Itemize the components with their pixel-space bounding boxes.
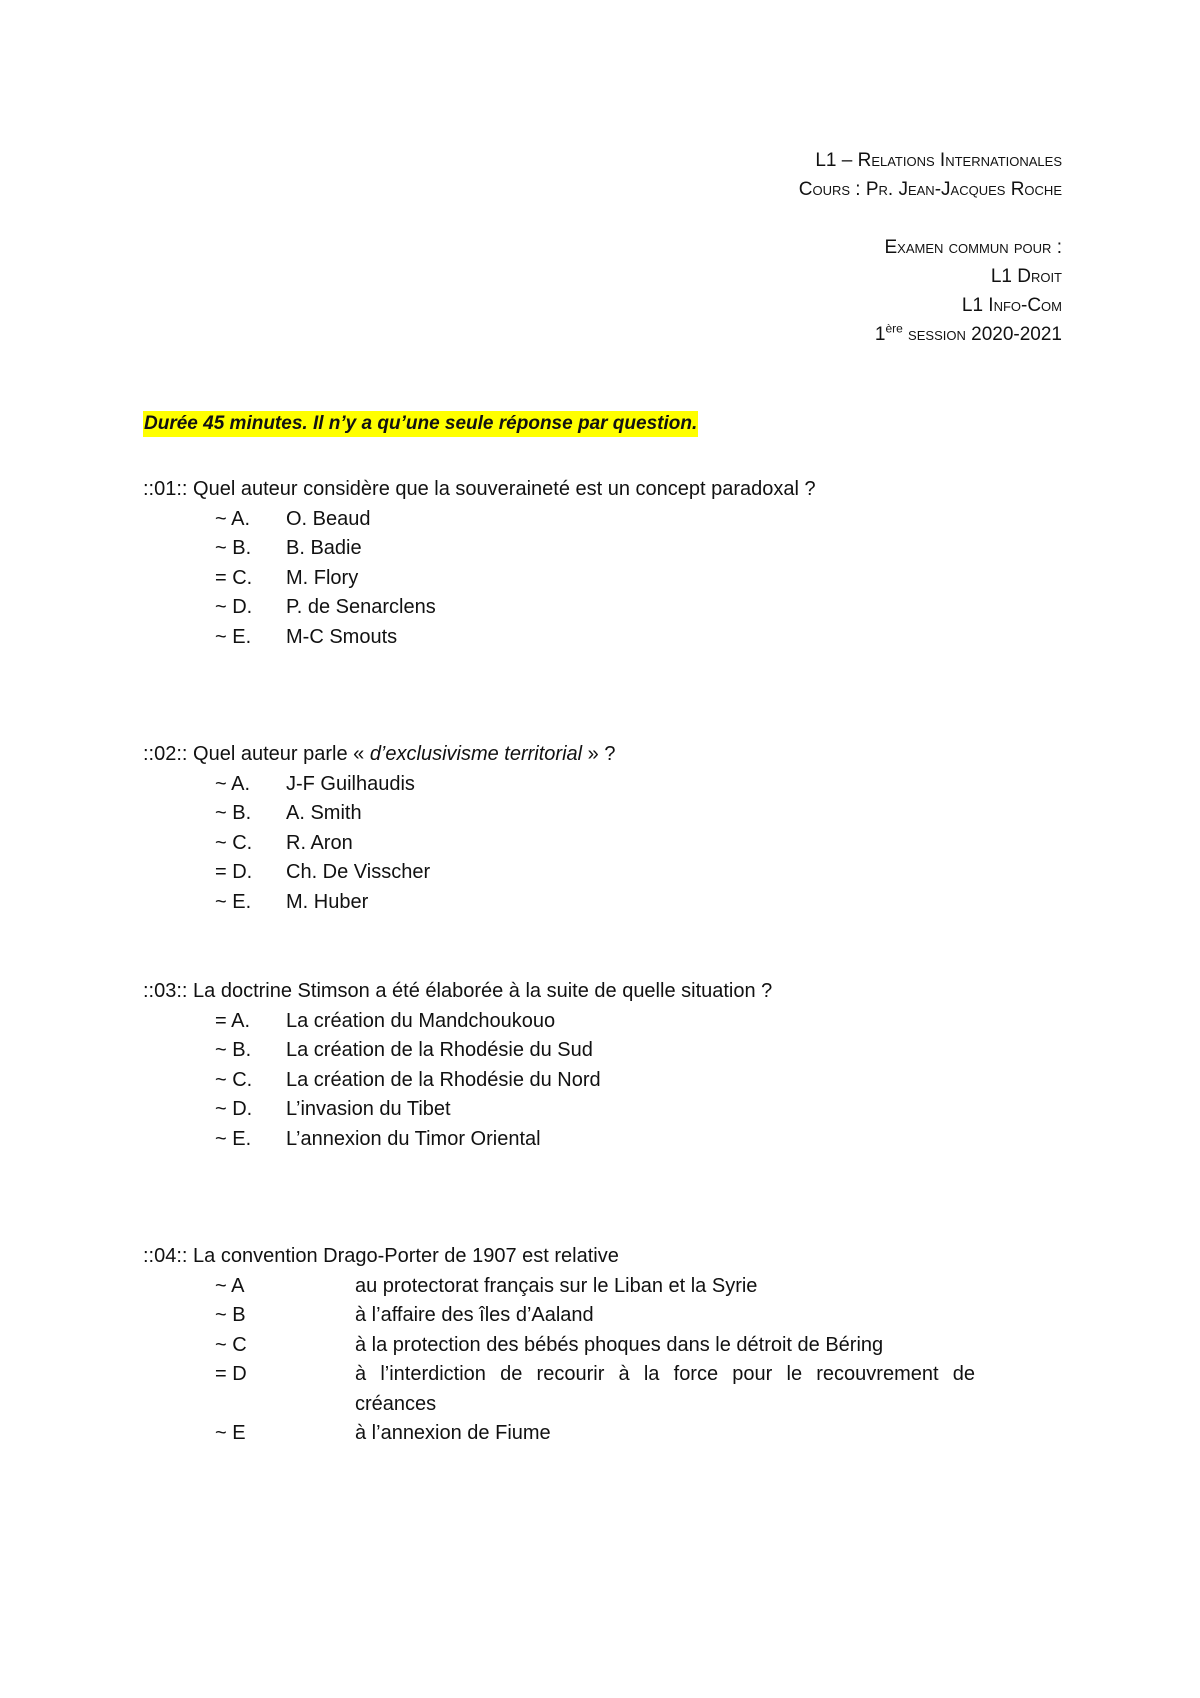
question-title: ::04:: La convention Drago-Porter de 1907 est relative xyxy=(143,1245,619,1267)
option-marker: ~ C. xyxy=(215,831,253,854)
option-marker: ~ B. xyxy=(215,537,252,559)
option-text: à l’affaire des îles d’Aaland xyxy=(355,1304,594,1326)
option-marker: ~ D. xyxy=(215,1098,253,1120)
header-spacer xyxy=(462,204,1062,233)
question-title: ::03:: La doctrine Stimson a été élaborée à la suite de quelle situation ? xyxy=(143,980,773,1002)
option-text: B. Badie xyxy=(286,537,362,559)
session-number: 1 xyxy=(874,324,886,345)
answer-option xyxy=(143,1036,772,1066)
track-droit: L1 Droit xyxy=(990,266,1062,287)
option-marker: = A. xyxy=(215,1009,251,1032)
answer-option xyxy=(143,1066,772,1096)
option-marker: ~ B xyxy=(215,1304,246,1326)
option-marker: ~ C. xyxy=(215,1068,253,1091)
answer-option xyxy=(143,1331,884,1361)
option-text: La création du Mandchoukouo xyxy=(286,1009,556,1032)
option-text: La création de la Rhodésie du Sud xyxy=(286,1039,593,1061)
question-02 xyxy=(143,740,615,917)
answer-option xyxy=(143,623,816,653)
exam-common-label: Examen commun pour : xyxy=(884,237,1062,258)
option-marker: ~ C xyxy=(215,1333,247,1356)
course-title: L1 – Relations Internationales xyxy=(815,150,1062,171)
option-marker: ~ A. xyxy=(215,507,251,530)
answer-option xyxy=(143,1095,772,1125)
answer-option xyxy=(143,1272,758,1302)
answer-option xyxy=(143,534,816,564)
option-text: A. Smith xyxy=(286,802,362,824)
answer-option xyxy=(143,1007,772,1037)
question-title xyxy=(143,740,615,770)
answer-option xyxy=(143,564,816,594)
session-line xyxy=(462,320,1062,349)
question-title-end: » ? xyxy=(582,743,616,765)
option-marker: = C. xyxy=(215,566,253,589)
question-title-start: ::02:: Quel auteur parle « xyxy=(143,743,370,765)
answer-option xyxy=(143,1301,619,1331)
option-text: M. Huber xyxy=(286,890,369,913)
option-text: O. Beaud xyxy=(286,507,371,530)
option-marker: ~ B. xyxy=(215,802,252,824)
option-text: L’annexion du Timor Oriental xyxy=(286,1127,541,1150)
option-marker: ~ A xyxy=(215,1274,245,1297)
option-text: à l’annexion de Fiume xyxy=(355,1422,551,1444)
answer-option xyxy=(143,829,615,859)
answer-option xyxy=(143,770,615,800)
option-marker: ~ E. xyxy=(215,1127,252,1150)
answer-option xyxy=(143,888,615,918)
option-text: Ch. De Visscher xyxy=(286,861,431,883)
instructions-highlight: Durée 45 minutes. Il n’y a qu’une seule réponse par question. xyxy=(143,411,698,437)
question-03 xyxy=(143,977,772,1154)
professor-line: Cours : Pr. Jean-Jacques Roche xyxy=(798,179,1062,200)
answer-option xyxy=(143,593,816,623)
option-text: à la protection des bébés phoques dans le détroit de Béring xyxy=(355,1333,884,1356)
option-text: au protectorat français sur le Liban et la Syrie xyxy=(355,1274,758,1297)
option-text: R. Aron xyxy=(286,831,353,854)
option-text: à l’interdiction de recourir à la force pour le recouvrement de créances xyxy=(355,1363,975,1415)
question-title: ::01:: Quel auteur considère que la souveraineté est un concept paradoxal ? xyxy=(143,478,816,500)
option-marker: ~ A. xyxy=(215,772,251,795)
question-04 xyxy=(143,1242,975,1449)
option-text: L’invasion du Tibet xyxy=(286,1098,451,1120)
answer-option xyxy=(143,1125,772,1155)
option-marker: ~ D. xyxy=(215,596,253,618)
question-01 xyxy=(143,475,816,652)
exam-header xyxy=(462,146,1062,349)
option-text: J-F Guilhaudis xyxy=(286,772,415,795)
option-text: P. de Senarclens xyxy=(286,596,436,618)
option-text: M-C Smouts xyxy=(286,625,398,648)
option-marker: ~ B. xyxy=(215,1039,252,1061)
answer-option xyxy=(143,505,816,535)
option-marker: = D xyxy=(215,1363,247,1385)
answer-option xyxy=(143,1419,619,1449)
answer-option xyxy=(143,1360,975,1419)
session-superscript: ère xyxy=(885,321,903,336)
option-marker: ~ E. xyxy=(215,625,252,648)
answer-option xyxy=(143,799,615,829)
question-title-quote: d’exclusivisme territorial xyxy=(369,743,583,765)
answer-option xyxy=(143,858,615,888)
option-marker: ~ E. xyxy=(215,890,252,913)
option-marker: = D. xyxy=(215,861,253,883)
session-text: session 2020-2021 xyxy=(902,324,1062,345)
track-infocom: L1 Info-Com xyxy=(961,295,1062,316)
option-text: M. Flory xyxy=(286,566,359,589)
option-marker: ~ E xyxy=(215,1422,246,1444)
option-text: La création de la Rhodésie du Nord xyxy=(286,1068,601,1091)
